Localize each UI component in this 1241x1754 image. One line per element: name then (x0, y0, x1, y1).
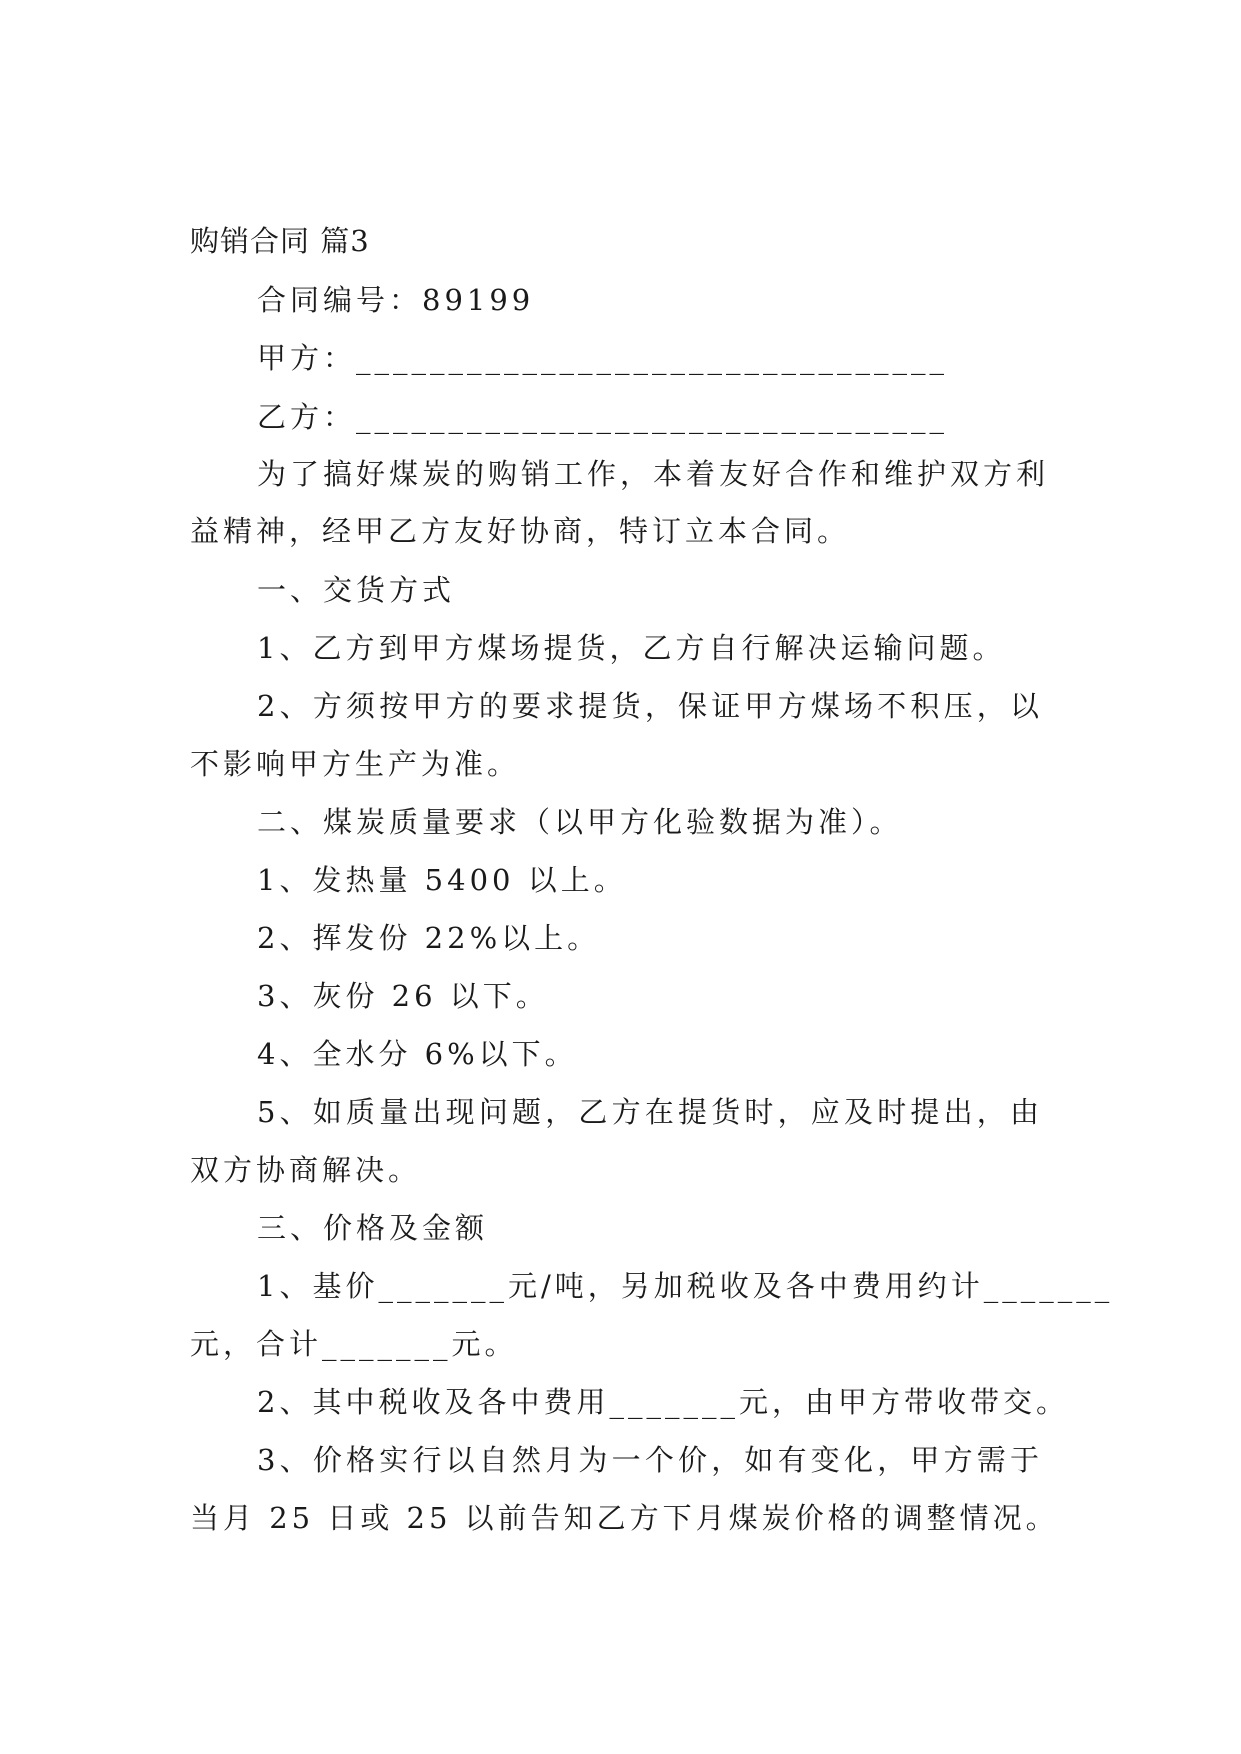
section-3-item-3-line-2: 当月 25 日或 25 以前告知乙方下月煤炭价格的调整情况。 (190, 1501, 1059, 1535)
document-title: 购销合同 篇3 (190, 224, 370, 258)
section-1-item-2-line-2: 不影响甲方生产为准。 (190, 747, 521, 781)
contract-number: 合同编号：89199 (257, 283, 535, 317)
section-2-item-4: 4、全水分 6%以下。 (257, 1037, 578, 1071)
section-2-item-2: 2、挥发份 22%以上。 (257, 921, 601, 955)
section-1-item-2-line-1: 2、方须按甲方的要求提货，保证甲方煤场不积压，以 (257, 689, 1043, 723)
party-b-line: 乙方：________________________________ (257, 400, 949, 434)
section-2-item-5-line-1: 5、如质量出现问题，乙方在提货时，应及时提出，由 (257, 1095, 1043, 1129)
section-3-item-1-line-1: 1、基价_______元/吨，另加税收及各中费用约计_______ (257, 1269, 1114, 1303)
intro-line-2: 益精神，经甲乙方友好协商，特订立本合同。 (190, 514, 851, 548)
party-a-line: 甲方：________________________________ (257, 341, 949, 375)
section-1-title: 一、交货方式 (257, 573, 456, 607)
section-3-item-3-line-1: 3、价格实行以自然月为一个价，如有变化，甲方需于 (257, 1443, 1043, 1477)
section-2-item-1: 1、发热量 5400 以上。 (257, 863, 627, 897)
section-2-item-3: 3、灰份 26 以下。 (257, 979, 549, 1013)
intro-line-1: 为了搞好煤炭的购销工作，本着友好合作和维护双方利 (257, 457, 1050, 491)
section-2-title: 二、煤炭质量要求（以甲方化验数据为准）。 (257, 805, 903, 839)
section-2-item-5-line-2: 双方协商解决。 (190, 1153, 422, 1187)
section-3-title: 三、价格及金额 (257, 1211, 489, 1245)
section-1-item-1: 1、乙方到甲方煤场提货，乙方自行解决运输问题。 (257, 631, 1006, 665)
section-3-item-2: 2、其中税收及各中费用_______元，由甲方带收带交。 (257, 1385, 1069, 1419)
section-3-item-1-line-2: 元，合计_______元。 (190, 1327, 518, 1361)
